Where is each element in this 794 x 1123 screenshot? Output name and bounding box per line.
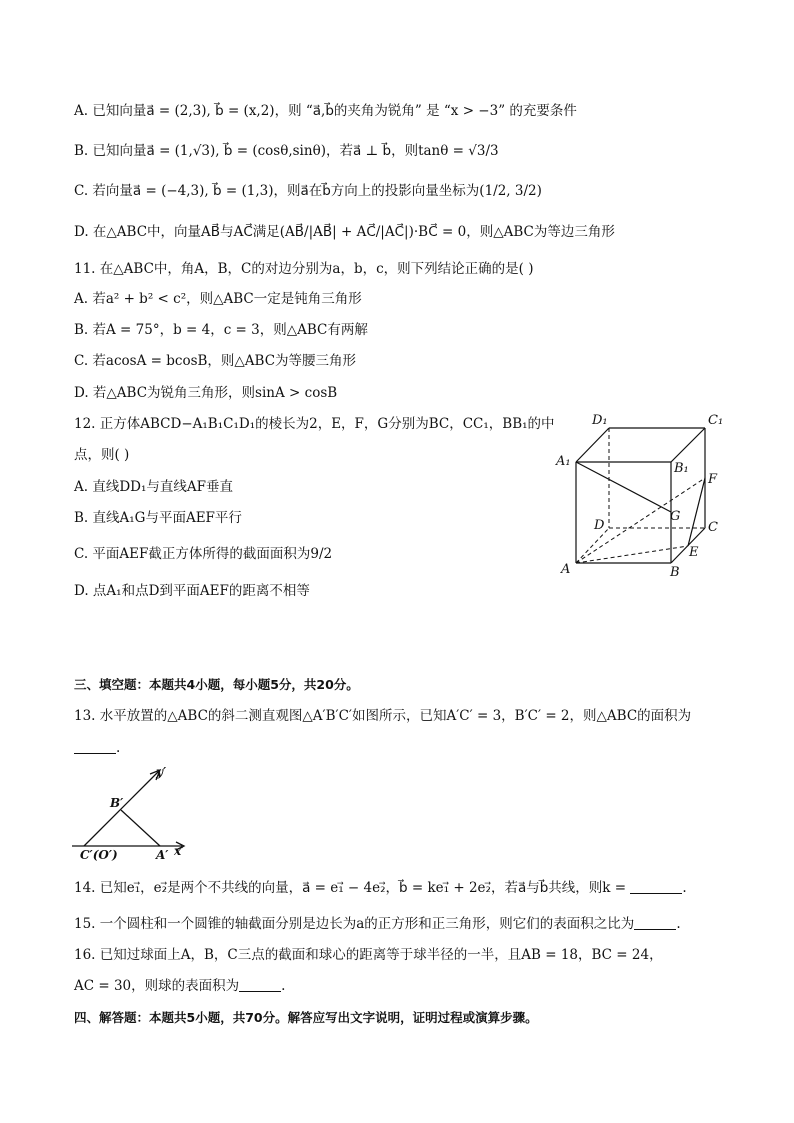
q11-stem: 11. 在△ABC中，角A，B，C的对边分别为a，b，c，则下列结论正确的是( ) <box>74 261 534 277</box>
oblique-figure <box>68 762 198 864</box>
cube-figure <box>548 410 738 585</box>
label-x-prime: x′ <box>174 844 185 858</box>
q16-line2 <box>74 976 285 996</box>
q16-line1: 16. 已知过球面上A，B，C三点的截面和球心的距离等于球半径的一半，且AB = 18，BC = 24， <box>74 947 663 963</box>
q13-stem: 13. 水平放置的△ABC的斜二测直观图△A′B′C′如图所示，已知A′C′ = 3，B′C′ = 2，则△ABC的面积为 <box>74 708 692 724</box>
q12-option-b: B. 直线A₁G与平面AEF平行 <box>74 510 242 526</box>
label-g: G <box>670 509 681 524</box>
section-3-heading: 三、填空题：本题共4小题，每小题5分，共20分。 <box>74 677 359 692</box>
q10-option-c: C. 若向量a⃗ = (−4,3), b⃗ = (1,3)，则a⃗在b⃗方向上的投影向量坐标为(1/2, 3/2) <box>74 183 542 199</box>
segment-e-f <box>688 478 705 546</box>
q12-option-c: C. 平面AEF截正方体所得的截面面积为9/2 <box>74 546 333 562</box>
q14-stem: 14. 已知e₁⃗，e₂⃗是两个不共线的向量，a⃗ = e₁⃗ − 4e₂⃗，b⃗ = ke₁⃗ + 2e₂⃗，若a⃗与b⃗共线，则k = <box>74 880 631 896</box>
q13-end: . <box>116 740 121 756</box>
q15-end: . <box>676 916 681 932</box>
q16-stem-2: AC = 30，则球的表面积为 <box>74 978 240 994</box>
q15-blank <box>634 915 676 930</box>
label-b: B <box>670 565 680 580</box>
q11-option-d: D. 若△ABC为锐角三角形，则sinA > cosB <box>74 385 338 401</box>
segment-b-a <box>121 810 160 846</box>
q14-line <box>74 878 687 898</box>
q10-option-b: B. 已知向量a⃗ = (1,√3), b⃗ = (cosθ,sinθ)，若a⃗ ⊥ b⃗，则tanθ = √3/3 <box>74 143 499 159</box>
q11-option-b: B. 若A = 75°，b = 4，c = 3，则△ABC有两解 <box>74 322 368 338</box>
label-y-prime: y′ <box>156 765 167 779</box>
edge-c1-b1 <box>671 428 705 462</box>
q11-option-a: A. 若a² + b² < c²，则△ABC一定是钝角三角形 <box>74 291 362 307</box>
q14-end: . <box>682 880 687 896</box>
q13-answer-line <box>74 738 120 758</box>
q11-option-c: C. 若acosA = bcosB，则△ABC为等腰三角形 <box>74 353 357 369</box>
label-c: C <box>708 520 718 535</box>
section-4-heading: 四、解答题：本题共5小题，共70分。解答应写出文字说明，证明过程或演算步骤。 <box>74 1010 538 1025</box>
q16-blank <box>239 977 281 992</box>
label-d: D <box>594 518 605 533</box>
label-b-prime: B′ <box>110 796 124 810</box>
label-c-prime-o-prime: C′(O′) <box>80 848 118 862</box>
label-f: F <box>708 472 718 487</box>
label-e: E <box>689 545 699 560</box>
q15-line <box>74 914 681 934</box>
q15-stem: 15. 一个圆柱和一个圆锥的轴截面分别是边长为a的正方形和正三角形，则它们的表面积之比为 <box>74 916 635 932</box>
q14-blank <box>630 879 682 894</box>
label-a-prime: A′ <box>156 848 169 862</box>
q12-option-a: A. 直线DD₁与直线AF垂直 <box>74 479 234 495</box>
edge-a-d-hidden <box>576 528 609 563</box>
label-a: A <box>561 562 571 577</box>
label-b1: B₁ <box>674 461 689 476</box>
label-a1: A₁ <box>556 454 571 469</box>
label-d1: D₁ <box>592 413 608 428</box>
q10-option-a: A. 已知向量a⃗ = (2,3), b⃗ = (x,2)，则 “a⃗,b⃗的夹角为锐角” 是 “x > −3” 的充要条件 <box>74 103 577 119</box>
q12-stem-line2: 点，则( ) <box>74 447 130 463</box>
q12-stem-line1: 12. 正方体ABCD−A₁B₁C₁D₁的棱长为2，E，F，G分别为BC，CC₁，BB₁的中 <box>74 416 555 432</box>
edge-a1-d1 <box>576 428 609 462</box>
q16-end: . <box>281 978 286 994</box>
segment-a1-g <box>576 462 671 512</box>
q10-option-d: D. 在△ABC中，向量AB⃗与AC⃗满足(AB⃗/|AB⃗| + AC⃗/|AC⃗|)·BC⃗ = 0，则△ABC为等边三角形 <box>74 224 615 240</box>
q12-option-d: D. 点A₁和点D到平面AEF的距离不相等 <box>74 583 310 599</box>
q13-blank <box>74 739 116 754</box>
label-c1: C₁ <box>708 413 724 428</box>
